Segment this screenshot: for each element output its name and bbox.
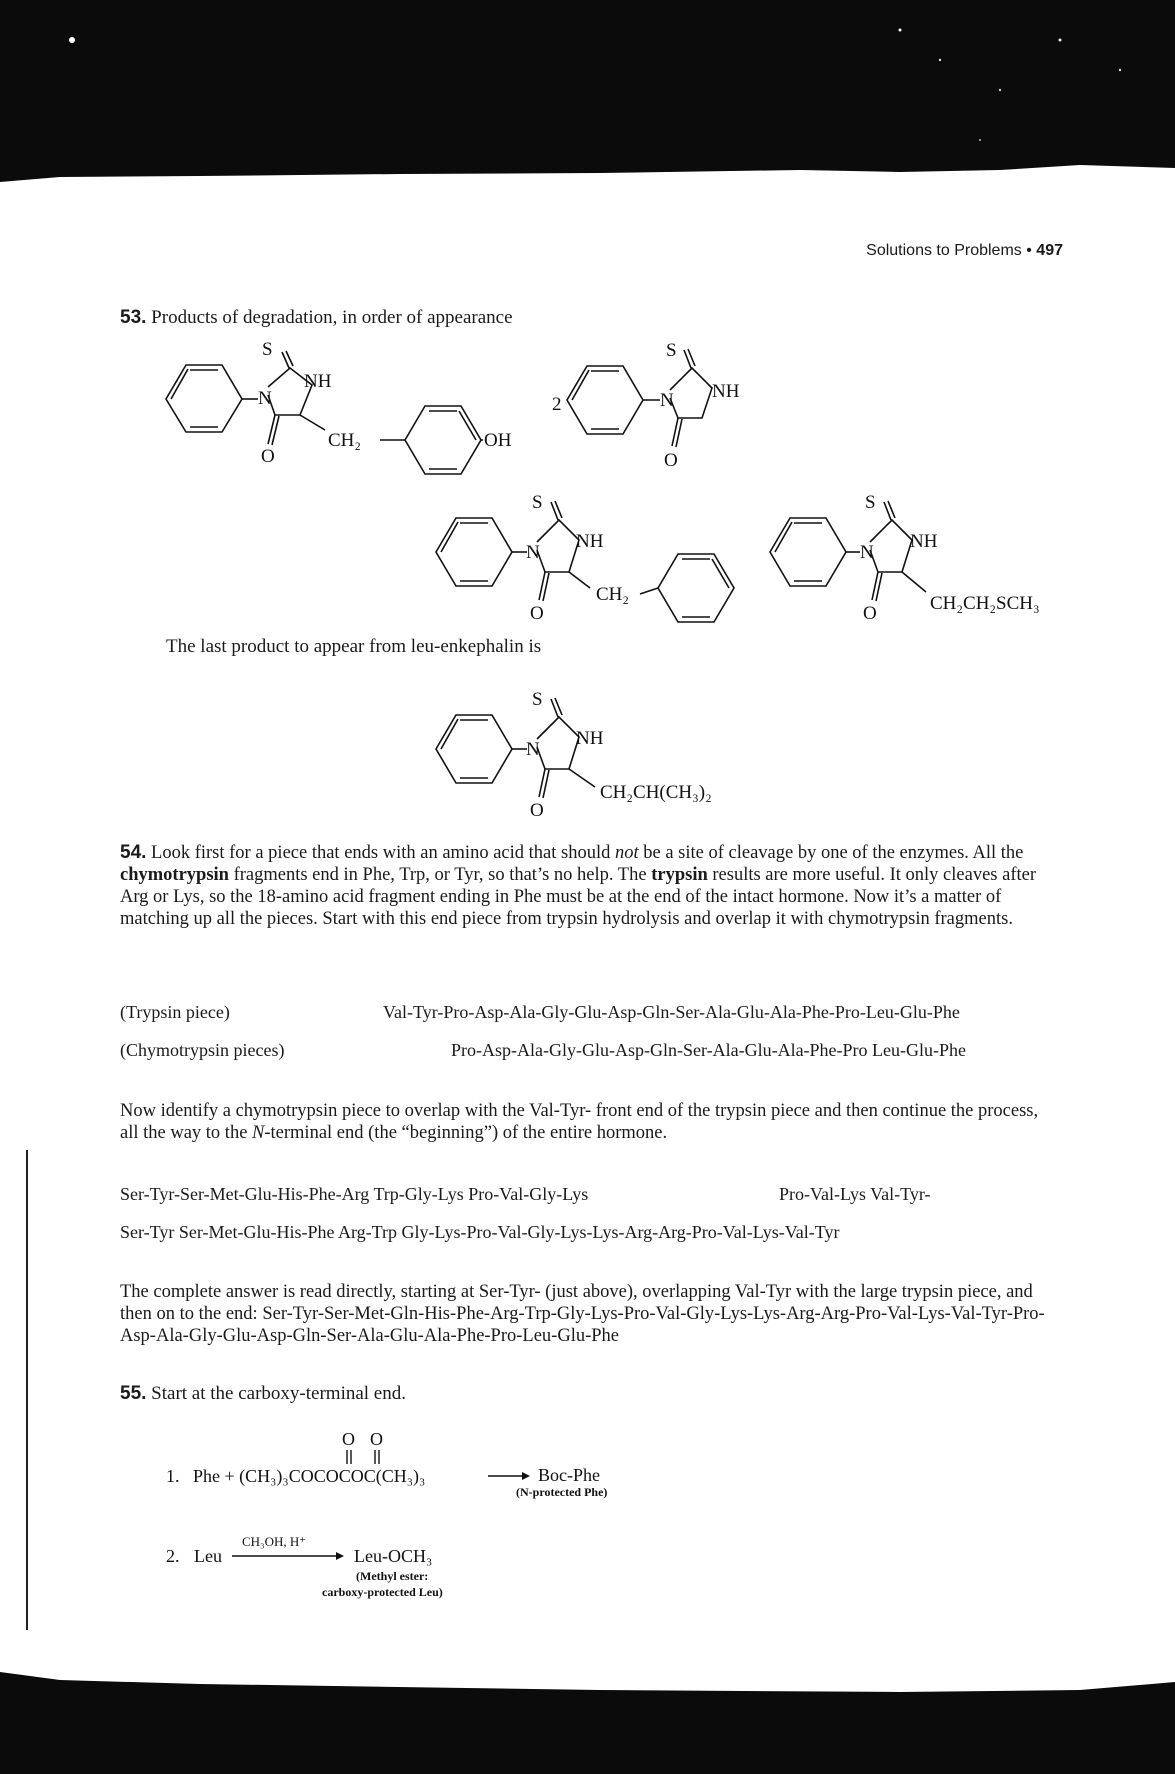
atom-label: O [530,603,544,624]
q54-emphasis: not [614,843,639,863]
margin-rule [26,1150,28,1630]
q53-number: 53. [120,307,147,328]
q53-heading [120,307,513,329]
scan-bottom-border [0,1660,1175,1774]
step1-note: (N-protected Phe) [516,1485,608,1499]
atom-label: N [860,542,874,563]
step2-number: 2. [166,1546,180,1566]
atom-label: O [530,800,544,821]
atom-label: O [863,603,877,624]
running-title: Solutions to Problems [866,242,1022,259]
atom-label: CH₂ [596,584,630,605]
q54-text: results are more useful. It only cleaves after Arg or Lys, so the 18-amino acid fragment ending in Phe must be at the end of the intact hormone. Now it’s a matter of matching up all the pieces. Start with this end piece from trypsin hydrolysis and overlap it with chymotrypsin fragments. [120,865,1036,929]
atom-label: NH [576,531,604,552]
q54-emphasis: N [252,1123,265,1143]
q53-last-product-text: The last product to appear from leu-enkephalin is [166,636,542,657]
atom-label: CH₂ [328,430,362,451]
overlap-row-1-right: Pro-Val-Lys Val-Tyr- [779,1184,931,1204]
q54-text: be a site of cleavage by one of the enzymes. All the [638,843,1024,863]
atom-label: NH [304,371,332,392]
q53-structures [0,330,1175,821]
q53-intro: Products of degradation, in order of appearance [151,307,513,328]
q54-number: 54. [120,842,147,863]
side-chain-label: CH₂CH₂SCH₃ [930,593,1040,614]
atom-label: S [532,689,543,710]
q54-paragraph-3: The complete answer is read directly, starting at Ser-Tyr- (just above), overlapping Val-Tyr with the large trypsin piece, and then on to the end: Ser-Tyr-Ser-Met-Gln-His-Phe-Arg-Trp-Gly-Lys-Pro-Val-Gly-Lys-Lys-Arg-Arg-Pro-Val-Lys-Val-Tyr-Pro-Asp-Ala-Gly-Glu-Asp-Gln-Ser-Ala-Glu-Ala-Phe-Pro-Leu-Glu-Phe [120,1282,1045,1346]
step2-reactant: Leu [194,1546,222,1566]
step1-reactants: Phe + (CH₃)₃COCOCOC(CH₃)₃ [193,1466,426,1486]
overlap-row-1-left: Ser-Tyr-Ser-Met-Glu-His-Phe-Arg Trp-Gly-Lys Pro-Val-Gly-Lys [120,1184,589,1204]
header-bullet: • [1026,242,1032,259]
q55-intro: Start at the carboxy-terminal end. [151,1383,406,1404]
atom-label: S [865,492,876,513]
q54-text: fragments end in Phe, Trp, or Tyr, so that’s no help. The [228,865,652,885]
atom-label: O [261,446,275,467]
q55-reactions [140,1420,660,1610]
step2-reagent: CH₃OH, H⁺ [242,1534,307,1549]
atom-label: N [258,388,272,409]
side-chain-label: CH₂CH(CH₃)₂ [600,782,712,803]
pth-phenylalanine-structure [436,501,734,622]
atom-label: NH [576,728,604,749]
q54-text: Now identify a chymotrypsin piece to overlap with the Val-Tyr- front end of the trypsin piece and then continue the process, all the way to the [120,1101,1039,1143]
stoich-coefficient: 2 [552,394,562,415]
step2-note: (Methyl ester: [356,1569,429,1583]
atom-label: S [262,339,273,360]
q54-text: -terminal end (the “beginning”) of the entire hormone. [264,1123,668,1143]
q54-term-trypsin: trypsin [651,865,708,885]
running-header [866,242,1063,260]
atom-label: N [526,542,540,563]
carbonyl-o: O [370,1429,383,1449]
chymotrypsin-label: (Chymotrypsin pieces) [120,1040,285,1060]
step1-product: Boc-Phe [538,1465,600,1485]
atom-label: NH [910,531,938,552]
pth-tyrosine-structure [166,351,483,474]
pth-methionine-structure [770,501,926,601]
step2-note: carboxy-protected Leu) [322,1585,443,1599]
atom-label: OH [484,430,512,451]
q55-number: 55. [120,1383,147,1404]
q54-paragraph-2 [120,1100,1055,1144]
atom-label: S [532,492,543,513]
trypsin-label: (Trypsin piece) [120,1002,230,1022]
step1-number: 1. [166,1466,180,1486]
step2-product: Leu-OCH₃ [354,1546,433,1566]
scan-top-border [0,0,1175,180]
atom-label: NH [712,381,740,402]
q55-heading [120,1383,406,1405]
chymotrypsin-sequence: Pro-Asp-Ala-Gly-Glu-Asp-Gln-Ser-Ala-Glu-Ala-Phe-Pro Leu-Glu-Phe [451,1040,967,1060]
pth-leucine-structure [436,698,595,798]
q54-term-chymotrypsin: chymotrypsin [120,865,229,885]
trypsin-sequence: Val-Tyr-Pro-Asp-Ala-Gly-Glu-Asp-Gln-Ser-Ala-Glu-Ala-Phe-Pro-Leu-Glu-Phe [383,1002,960,1022]
overlap-row-2: Ser-Tyr Ser-Met-Glu-His-Phe Arg-Trp Gly-Lys-Pro-Val-Gly-Lys-Lys-Arg-Arg-Pro-Val-Lys-Val-Tyr [120,1222,840,1242]
atom-label: N [660,390,674,411]
page-number: 497 [1036,242,1063,259]
atom-label: N [526,739,540,760]
atom-label: O [664,450,678,471]
q54-paragraph-1 [120,842,1055,930]
q54-text: Look first for a piece that ends with an amino acid that should [151,843,615,863]
pth-glycine-structure [567,349,712,447]
atom-label: S [666,340,677,361]
carbonyl-o: O [342,1429,355,1449]
